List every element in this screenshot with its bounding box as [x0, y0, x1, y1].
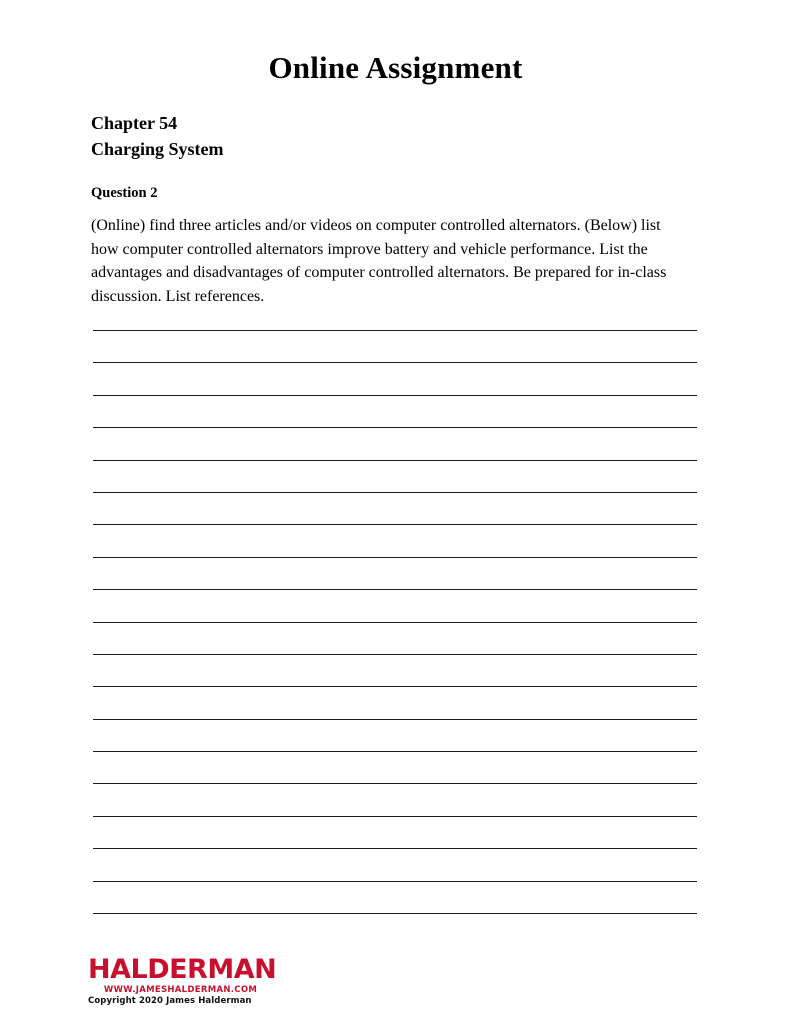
answer-line[interactable] — [93, 330, 697, 331]
answer-lines[interactable] — [93, 330, 697, 945]
answer-line[interactable] — [93, 848, 697, 849]
answer-line[interactable] — [93, 589, 697, 590]
copyright-notice: Copyright 2020 James Halderman — [88, 996, 252, 1006]
footer — [88, 956, 388, 1006]
answer-line[interactable] — [93, 362, 697, 363]
question-prompt: (Online) find three articles and/or videos on computer controlled alternators. (Below) list how computer controlled alternators improve battery and vehicle performance. List the advantages and disadvantages of computer controlled alternators. Be prepared for in-class discussion. List references. — [91, 217, 667, 305]
answer-line[interactable] — [93, 395, 697, 396]
answer-line[interactable] — [93, 654, 697, 655]
answer-line[interactable] — [93, 751, 697, 752]
answer-line[interactable] — [93, 524, 697, 525]
answer-line[interactable] — [93, 881, 697, 882]
answer-line[interactable] — [93, 492, 697, 493]
answer-line[interactable] — [93, 460, 697, 461]
answer-line[interactable] — [93, 427, 697, 428]
chapter-heading — [91, 110, 224, 162]
answer-line[interactable] — [93, 913, 697, 914]
page-title: Online Assignment — [268, 50, 523, 85]
answer-line[interactable] — [93, 719, 697, 720]
halderman-website: WWW.JAMESHALDERMAN.COM — [103, 985, 258, 995]
answer-line[interactable] — [93, 686, 697, 687]
answer-line[interactable] — [93, 816, 697, 817]
chapter-number: Chapter 54 — [91, 113, 178, 133]
answer-line[interactable] — [93, 557, 697, 558]
question-label: Question 2 — [91, 185, 158, 201]
chapter-title: Charging System — [91, 139, 224, 159]
halderman-logo: HALDERMAN — [88, 954, 277, 985]
answer-line[interactable] — [93, 783, 697, 784]
answer-line[interactable] — [93, 622, 697, 623]
